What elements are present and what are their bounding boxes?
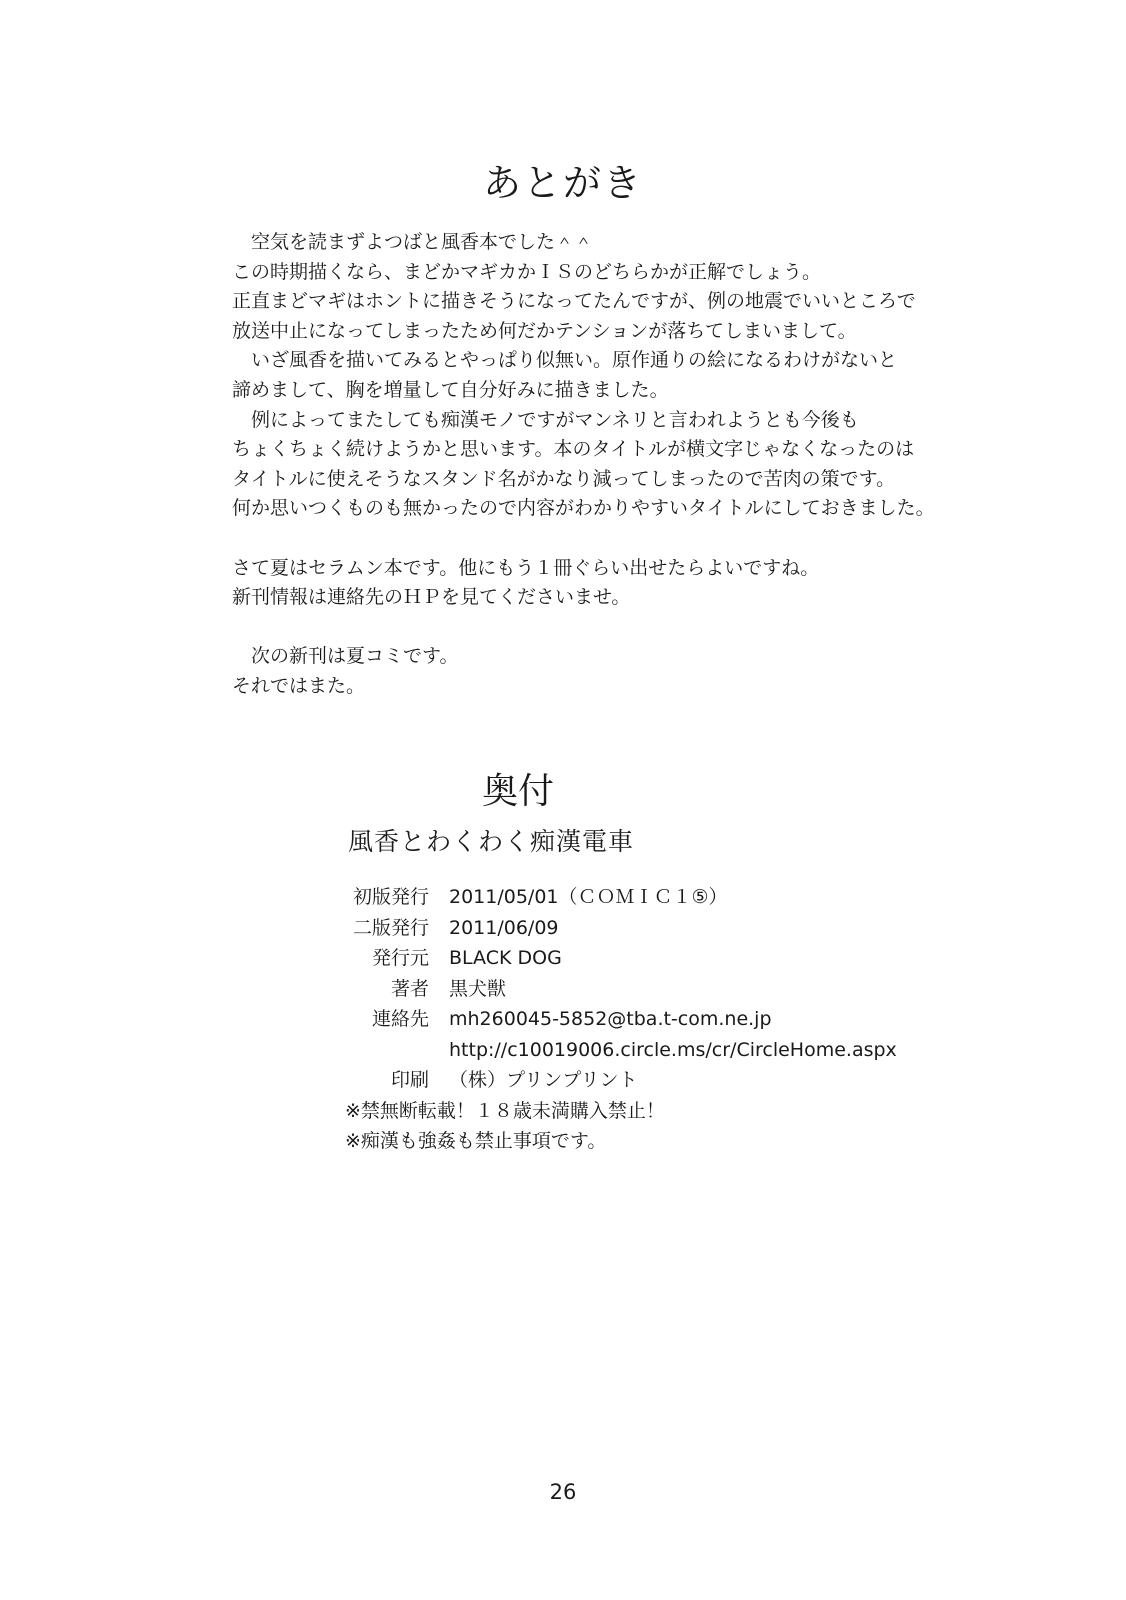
book-title: 風香とわくわく痴漢電車 — [348, 827, 635, 856]
colophon-label: 二版発行 — [352, 916, 429, 939]
afterword-body — [232, 228, 992, 702]
contact-email: mh260045-5852@tba.t-com.ne.jp — [449, 1008, 772, 1030]
colophon-note: ※痴漢も強姦も禁止事項です。 — [345, 1130, 607, 1152]
afterword-line: いざ風香を描いてみるとやっぱり似無い。原作通りの絵になるわけがないと — [232, 349, 898, 372]
colophon-value: 黒犬獣 — [449, 977, 507, 1000]
colophon-value: （株）プリンプリント — [449, 1069, 638, 1091]
colophon-label — [345, 1035, 429, 1066]
colophon-row-contact — [345, 1004, 897, 1035]
colophon-table — [345, 882, 897, 1157]
afterword-line: 放送中止になってしまったため何だかテンションが落ちてしまいまして。 — [232, 319, 857, 342]
afterword-line: 次の新刊は夏コミです。 — [232, 645, 459, 668]
colophon-value: 2011/05/01（ＣＯＭＩＣ１⑤） — [449, 886, 728, 908]
colophon-row-publisher — [345, 943, 897, 974]
page-number: 26 — [549, 1480, 577, 1504]
afterword-line: 新刊情報は連絡先のＨＰを見てくださいませ。 — [232, 586, 631, 609]
colophon-row-second-edition — [345, 913, 897, 944]
colophon-label: 初版発行 — [352, 886, 429, 908]
afterword-line: それではまた。 — [232, 674, 366, 697]
afterword-line — [232, 524, 992, 554]
afterword-title: あとがき — [482, 161, 643, 205]
colophon-row-url — [345, 1035, 897, 1066]
colophon-title: 奥付 — [481, 771, 554, 812]
afterword-line: さて夏はセラムン本です。他にもう１冊ぐらい出せたらよいですね。 — [232, 556, 820, 579]
afterword-line — [232, 613, 992, 643]
afterword-line: 空気を読まずよつばと風香本でした＾＾ — [232, 231, 594, 253]
colophon-label: 印刷 — [390, 1069, 429, 1091]
afterword-line: 例によってまたしても痴漢モノですがマンネリと言われようとも今後も — [232, 408, 859, 431]
afterword-line: ちょくちょく続けようかと思います。本のタイトルが横文字じゃなくなったのは — [232, 438, 915, 461]
colophon-row-first-edition — [345, 882, 897, 913]
colophon-row-author — [345, 974, 897, 1005]
colophon-row-printer — [345, 1065, 897, 1096]
afterword-line: 諦めまして、胸を増量して自分好みに描きました。 — [232, 378, 669, 401]
afterword-line: 正直まどマギはホントに描きそうになってたんですが、例の地震でいいところで — [232, 290, 916, 313]
colophon-note: ※禁無断転載！１８歳未満購入禁止！ — [345, 1099, 665, 1122]
colophon-label: 発行元 — [371, 947, 429, 969]
contact-url: http://c10019006.circle.ms/cr/CircleHome.aspx — [449, 1038, 897, 1061]
colophon-value: BLACK DOG — [449, 947, 562, 969]
afterword-line: 何か思いつくものも無かったので内容がわかりやすいタイトルにしておきました。 — [232, 497, 935, 520]
afterword-line: タイトルに使えそうなスタンド名がかなり減ってしまったので苦肉の策です。 — [232, 467, 896, 490]
colophon-value: 2011/06/09 — [449, 916, 559, 939]
colophon-label: 著者 — [390, 977, 429, 1000]
colophon-label: 連絡先 — [371, 1008, 429, 1030]
afterword-line: この時期描くなら、まどかマギカかＩＳのどちらかが正解でしょう。 — [232, 260, 822, 283]
